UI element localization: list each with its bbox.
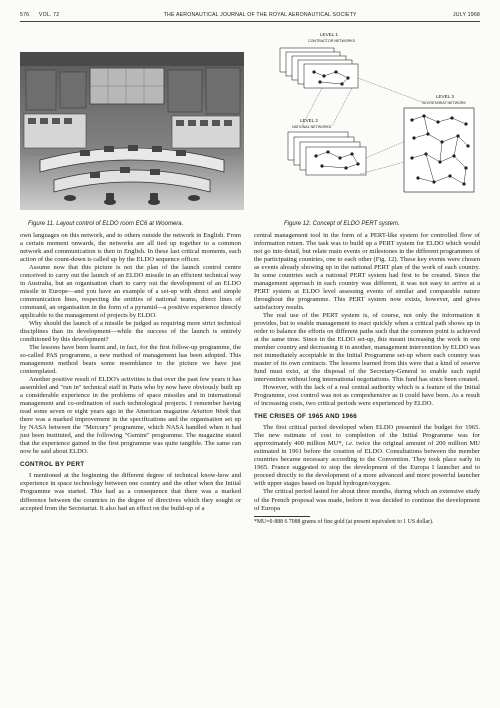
text-run: that there was a marked improvement in the specifications and the organisation set up by NASA between the "Mercury" programme, which NASA handled when it had just been instituted, and the following "Gemini" programme. The magazine stated that the experience gained in the first programme was quite tangible. The same can now be said about ELDO. xyxy=(20,408,241,456)
section-heading: THE CRISES OF 1965 AND 1966 xyxy=(254,413,358,421)
footnote-rule xyxy=(254,516,310,517)
level-3-sublabel: SECRETARIAT NETWORK xyxy=(422,101,466,105)
level-2-sublabel: NATIONAL NETWORKS xyxy=(292,125,332,129)
paragraph: The real use of the PERT system is, of course, not only the information it provides, but to enable management to react quickly when a critical path shows up in order to balance the efforts on different paths such that the common point is achieved at the same time. Since in the ELDO set-up, this meant increasing the work in one member country and decreasing it in another, management intervention by ELDO was not immediately acceptable in the Initial Programme set-up where each country was master of its own contracts. The lessons learned from this were that a kind of reserve fund must exist, at the disposal of the Secretary-General to enable such rapid intervention without long international negotiations. This fund has since been created. xyxy=(254,312,480,384)
level-1-label: LEVEL 1 xyxy=(320,32,338,37)
text-run: twice the original amount of 200 million MU estimated in 1961 before the creation of ELDO. Consultations between the member countries became necessary according to the Convention. They took place early in 1965. France suggested to stop the development of the Europa I launcher and to proceed directly to the development of a more advanced and more powerful launcher with upper stages based on liquid hydrogen/oxygen. xyxy=(254,440,480,488)
journal-title: THE AERONAUTICAL JOURNAL OF THE ROYAL AERONAUTICAL SOCIETY xyxy=(163,12,357,18)
figure-12-caption: Figure 12. Concept of ELDO PERT system. xyxy=(284,221,400,227)
level-1-sublabel: CONTRACTOR NETWORKS xyxy=(308,39,356,43)
left-text-column xyxy=(20,232,241,513)
paragraph: The critical period lasted for about three months, during which an extensive study of the French proposal was made, before it was decided to continue the development of Europa xyxy=(254,488,480,512)
paragraph: However, with the lack of a real central authority which is a feature of the Initial Programme, cost control was not as comprehensive as it could have been. As a result of increasing costs, two critical periods were experienced by ELDO. xyxy=(254,384,480,408)
paragraph xyxy=(20,376,241,456)
paragraph: The lessons have been learnt and, in fact, for the first follow-up programme, the so-called PAS programme, a new method of management has been adopted. This management method bears some resemblance to the picture we have just contemplated. xyxy=(20,344,241,376)
level-3-label: LEVEL 3 xyxy=(436,94,454,99)
running-head xyxy=(20,12,480,18)
control-room-illustration xyxy=(20,52,244,210)
text-run: The first critical period developed when ELDO presented the budget for 1965. The new estimate of cost to completion of the Initial Programme was for approximately 400 million MU*, xyxy=(254,424,480,448)
paragraph: Why should the launch of a missile be judged as requiring more strict technical disciplines than its development—while the success of the launch is entirely conditioned by this development? xyxy=(20,320,241,344)
page-number: 576 xyxy=(20,12,30,18)
pert-diagram-svg xyxy=(262,28,480,216)
right-text-column xyxy=(254,232,480,526)
paragraph: central management tool in the form of a PERT-like system for controlled flow of information return. The task was to build up a PERT system for ELDO which would not go into detail, but relate main events or milestones in the different programmes of the participating countries, one to each other (Fig. 12). These key events were chosen as events already showing up in the national PERT plan of the work of each country. In some countries such a national PERT system had first to be created. Since the management approach in each country was different, it was not easy to arrive at a PERT system at ELDO level assessing events of similar and comparable nature throughout the programme. This PERT system now exists, however, and gives satisfactory results. xyxy=(254,232,480,312)
paragraph xyxy=(254,424,480,488)
section-heading: CONTROL BY PERT xyxy=(20,461,85,469)
header-rule xyxy=(20,21,480,22)
level-2-label: LEVEL 2 xyxy=(300,118,318,123)
issue-date: JULY 1968 xyxy=(453,12,480,18)
abbreviation: i.e. xyxy=(345,440,354,448)
control-room-photo xyxy=(20,52,244,210)
paragraph: own languages on this network, and to others outside the network in English. From a certain moment onwards, the networks are all tied up together to a common network and communication is then in English. In these last critical moments, each action of the count-down is called up by the ELDO sequence officer. xyxy=(20,232,241,264)
pert-concept-diagram xyxy=(262,28,480,216)
paragraph: I mentioned at the beginning the different degree of technical know-how and experience in space technology between one country and the other when the Initial Programme was started. This had as a consequence that there was a marked difference between the countries in the degree of directives which they sought or accepted from the Secretariat. It also had an effect on the build-up of a xyxy=(20,472,241,512)
paragraph: Assume now that this picture is not the plan of the launch control centre conceived to carry out the launch of an ELDO missile in an efficient technical way in Australia, but an organisation chart to carry out the development of an ELDO missile in Europe—and you have an example of a set-up with direct and simple communication lines, respecting the entities of national teams, direct lines of command, an organisation in the form of a pyramid—a positive experience directly applicable to the management of projects by ELDO. xyxy=(20,264,241,320)
magazine-title: Aviation Week xyxy=(191,408,229,416)
footnote: *MU=0·888 6 7088 grams of fine gold (at present equivalent to 1 US dollar). xyxy=(254,518,434,525)
text-run: Another positive result of ELDO's activities is that over the past few years it has assembled and "run in" technical staff in Paris who by now have obviously built up a considerable experience in the problems of space missiles and in international management and co-ordination of such technological projects. I remember having read some seven or eight years ago in the American magazine xyxy=(20,376,241,416)
figure-11-caption: Figure 11. Layout control of ELDO room EC6 at Woomera. xyxy=(28,221,184,227)
volume: VOL. 72 xyxy=(38,12,60,18)
